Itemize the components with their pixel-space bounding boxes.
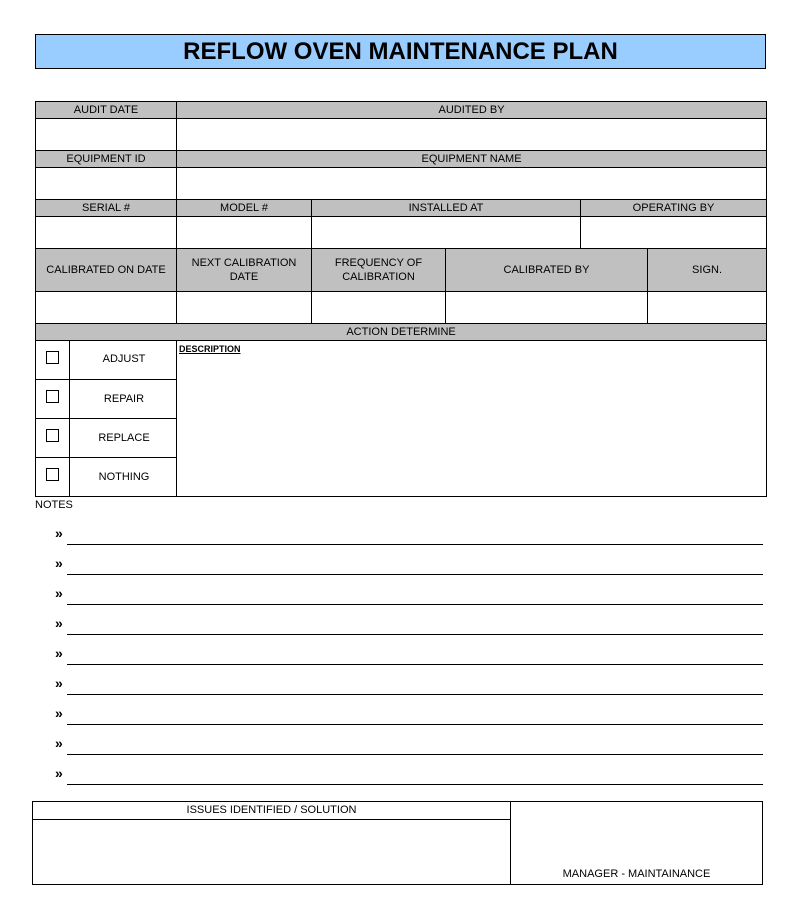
chevron-icon: » <box>55 525 63 541</box>
chevron-icon: » <box>55 585 63 601</box>
equipment-info-table <box>35 101 767 341</box>
note-line[interactable] <box>55 555 763 575</box>
note-line[interactable] <box>55 735 763 755</box>
calibrated-on-date-field[interactable] <box>36 292 177 324</box>
operating-by-field[interactable] <box>581 217 767 249</box>
sign-header: SIGN. <box>648 249 767 292</box>
note-line[interactable] <box>55 615 763 635</box>
note-line[interactable] <box>55 765 763 785</box>
note-line[interactable] <box>55 525 763 545</box>
description-area[interactable] <box>177 340 767 496</box>
sign-field[interactable] <box>648 292 767 324</box>
nothing-label: NOTHING <box>70 457 177 496</box>
frequency-of-calibration-field[interactable] <box>312 292 446 324</box>
equipment-name-header: EQUIPMENT NAME <box>177 151 767 168</box>
audited-by-field[interactable] <box>177 119 767 151</box>
installed-at-header: INSTALLED AT <box>312 200 581 217</box>
calibrated-on-date-header: CALIBRATED ON DATE <box>36 249 177 292</box>
nothing-checkbox[interactable] <box>46 468 59 481</box>
action-determine-header: ACTION DETERMINE <box>36 324 767 341</box>
note-line[interactable] <box>55 585 763 605</box>
operating-by-header: OPERATING BY <box>581 200 767 217</box>
audited-by-header: AUDITED BY <box>177 102 767 119</box>
note-line[interactable] <box>55 705 763 725</box>
frequency-of-calibration-header: FREQUENCY OF CALIBRATION <box>312 249 446 292</box>
replace-checkbox-cell[interactable] <box>36 418 70 457</box>
installed-at-field[interactable] <box>312 217 581 249</box>
next-calibration-date-field[interactable] <box>177 292 312 324</box>
equipment-id-header: EQUIPMENT ID <box>36 151 177 168</box>
replace-label: REPLACE <box>70 418 177 457</box>
chevron-icon: » <box>55 615 63 631</box>
manager-signature-field[interactable] <box>511 802 762 868</box>
calibrated-by-field[interactable] <box>446 292 648 324</box>
repair-label: REPAIR <box>70 379 177 418</box>
repair-checkbox[interactable] <box>46 390 59 403</box>
chevron-icon: » <box>55 765 63 781</box>
note-line[interactable] <box>55 645 763 665</box>
equipment-id-field[interactable] <box>36 168 177 200</box>
adjust-checkbox[interactable] <box>46 351 59 364</box>
audit-date-header: AUDIT DATE <box>36 102 177 119</box>
adjust-checkbox-cell[interactable] <box>36 340 70 379</box>
description-label: DESCRIPTION <box>179 344 241 354</box>
chevron-icon: » <box>55 705 63 721</box>
model-field[interactable] <box>177 217 312 249</box>
replace-checkbox[interactable] <box>46 429 59 442</box>
page-title: REFLOW OVEN MAINTENANCE PLAN <box>35 34 766 69</box>
chevron-icon: » <box>55 555 63 571</box>
calibrated-by-header: CALIBRATED BY <box>446 249 648 292</box>
repair-checkbox-cell[interactable] <box>36 379 70 418</box>
serial-header: SERIAL # <box>36 200 177 217</box>
model-header: MODEL # <box>177 200 312 217</box>
manager-label: MANAGER - MAINTAINANCE <box>562 868 711 880</box>
issues-field[interactable] <box>33 820 510 884</box>
equipment-name-field[interactable] <box>177 168 767 200</box>
nothing-checkbox-cell[interactable] <box>36 457 70 496</box>
next-calibration-date-header: NEXT CALIBRATION DATE <box>177 249 312 292</box>
issues-solution-box <box>32 801 763 885</box>
note-line[interactable] <box>55 675 763 695</box>
audit-date-field[interactable] <box>36 119 177 151</box>
issues-header: ISSUES IDENTIFIED / SOLUTION <box>33 802 510 820</box>
chevron-icon: » <box>55 645 63 661</box>
action-table <box>35 340 767 497</box>
chevron-icon: » <box>55 735 63 751</box>
serial-field[interactable] <box>36 217 177 249</box>
adjust-label: ADJUST <box>70 340 177 379</box>
chevron-icon: » <box>55 675 63 691</box>
notes-label: NOTES <box>35 499 73 511</box>
